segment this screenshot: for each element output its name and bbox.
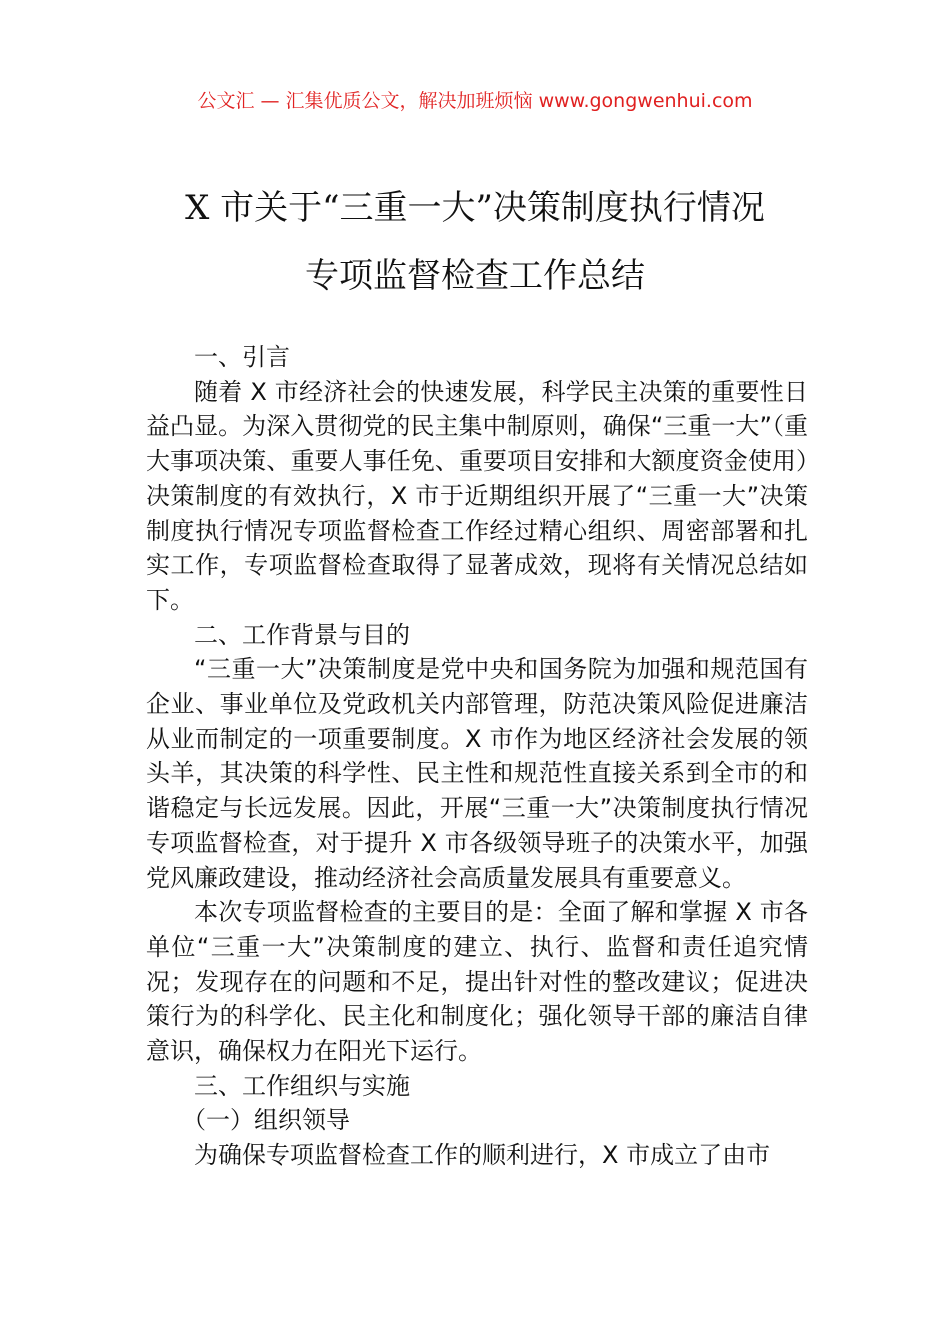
section1-heading: 一、引言: [194, 343, 290, 371]
document-title-line2: 专项监督检查工作总结: [305, 256, 645, 296]
section3-heading: 三、工作组织与实施: [194, 1071, 410, 1100]
document-body: [146, 340, 808, 1173]
site-header-banner: 公文汇 — 汇集优质公文，解决加班烦恼 www.gongwenhui.com: [197, 90, 753, 112]
section3-subheading-1: （一）组织领导: [182, 1106, 350, 1135]
document-title-line1: X 市关于“三重一大”决策制度执行情况: [185, 188, 765, 228]
section2-paragraph-1: “三重一大”决策制度是党中央和国务院为加强和规范国有企业、事业单位及党政机关内部管理，防范决策风险促进廉洁从业而制定的一项重要制度。X 市作为地区经济社会发展的领头羊，其决策的科学性、民主性和规范性直接关系到全市的和谐稳定与长远发展。因此，开展“三重一大”决策制度执行情况专项监督检查，对于提升 X 市各级领导班子的决策水平，加强党风廉政建设，推动经济社会高质量发展具有重要意义。: [146, 655, 808, 892]
section2-heading: 二、工作背景与目的: [194, 620, 410, 649]
section2-paragraph-2: 本次专项监督检查的主要目的是：全面了解和掌握 X 市各单位“三重一大”决策制度的建立、执行、监督和责任追究情况；发现存在的问题和不足，提出针对性的整改建议；促进决策行为的科学化、民主化和制度化；强化领导干部的廉洁自律意识，确保权力在阳光下运行。: [146, 898, 808, 1066]
section3-paragraph-1: 为确保专项监督检查工作的顺利进行，X 市成立了由市: [194, 1141, 771, 1170]
section1-paragraph: 随着 X 市经济社会的快速发展，科学民主决策的重要性日益凸显。为深入贯彻党的民主集中制原则，确保“三重一大”（重大事项决策、重要人事任免、重要项目安排和大额度资金使用）决策制度的有效执行，X 市于近期组织开展了“三重一大”决策制度执行情况专项监督检查工作经过精心组织、周密部署和扎实工作，专项监督检查取得了显著成效，现将有关情况总结如下。: [146, 377, 808, 614]
